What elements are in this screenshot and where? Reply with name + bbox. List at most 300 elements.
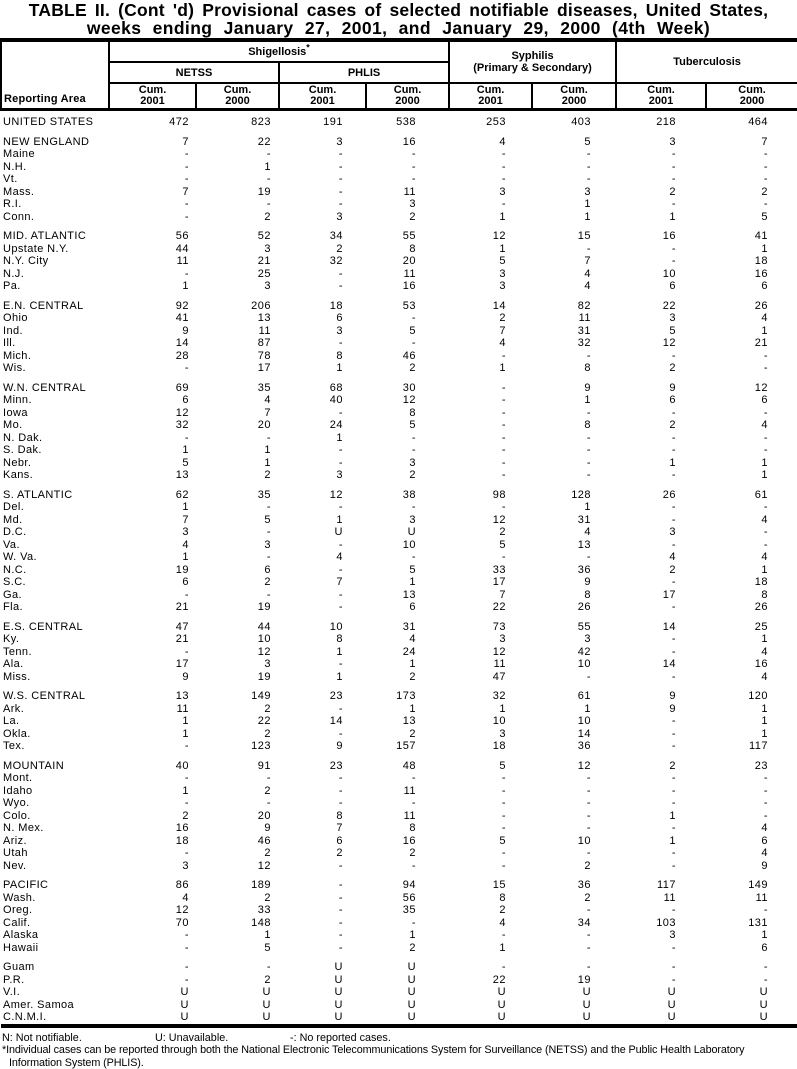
value-cell: - — [266, 198, 271, 210]
table-row — [1, 797, 797, 810]
spacer-row — [1, 872, 797, 879]
value-cell: 1 — [584, 394, 592, 406]
shigellosis-group-header — [109, 40, 449, 62]
value-cell: - — [763, 809, 769, 822]
value-cell: - — [411, 772, 417, 784]
value-cell: - — [338, 501, 343, 513]
table-row — [1, 337, 797, 350]
value-cell: - — [184, 267, 189, 280]
value-cell: U — [497, 986, 507, 998]
table-row — [1, 526, 797, 539]
value-cell: - — [671, 513, 677, 526]
legend-no-reported-cases: -: No reported cases. — [290, 1031, 391, 1044]
value-cell: U — [180, 998, 189, 1011]
value-cell: 12 — [329, 488, 343, 501]
value-cell: - — [671, 784, 677, 797]
value-cell: U — [667, 998, 677, 1011]
reporting-area-cell: N.Y. City — [3, 255, 49, 267]
value-cell: 253 — [486, 116, 507, 128]
value-cell: 42 — [577, 645, 592, 658]
value-cell: - — [501, 431, 507, 444]
table-row — [1, 879, 797, 892]
value-cell: 4 — [761, 551, 769, 563]
value-cell: 2 — [669, 759, 677, 772]
value-cell: 19 — [257, 601, 271, 613]
value-cell: 3 — [669, 929, 677, 941]
value-cell: 1 — [761, 563, 769, 576]
value-cell: 22 — [492, 601, 507, 613]
value-cell: U — [407, 1011, 417, 1023]
value-cell: - — [586, 456, 592, 469]
year-label: 2000 — [561, 95, 587, 107]
spacer-row — [1, 753, 797, 760]
value-cell: - — [338, 601, 343, 613]
value-cell: 538 — [396, 116, 417, 128]
value-cell: 22 — [257, 135, 271, 148]
value-cell: 4 — [761, 822, 769, 834]
value-cell: U — [667, 986, 677, 998]
value-cell: 11 — [403, 267, 417, 280]
reporting-area-cell: NEW ENGLAND — [3, 135, 90, 148]
value-cell: 4 — [761, 419, 769, 431]
reporting-area-cell: Ohio — [3, 312, 28, 324]
value-cell: - — [184, 588, 189, 601]
spacer-row — [1, 129, 797, 136]
value-cell: 7 — [182, 513, 189, 526]
value-cell: 2 — [584, 859, 592, 872]
reporting-area-cell: Alaska — [3, 929, 39, 941]
shigellosis-label: Shigellosis — [248, 45, 307, 58]
value-cell: 4 — [584, 280, 592, 292]
value-cell: 1 — [409, 658, 417, 670]
value-cell: - — [338, 916, 343, 929]
value-cell: - — [586, 670, 592, 683]
value-cell: 3 — [499, 727, 507, 740]
value-cell: 8 — [761, 588, 769, 601]
value-cell: 21 — [754, 337, 769, 349]
value-cell: 1 — [499, 242, 507, 255]
reporting-area-cell: Iowa — [3, 406, 28, 419]
value-cell: - — [338, 267, 343, 280]
value-cell: - — [763, 198, 769, 210]
table-row — [1, 860, 797, 873]
value-cell: - — [671, 406, 677, 419]
value-cell: 1 — [761, 456, 769, 469]
value-cell: 4 — [761, 847, 769, 859]
value-cell: 11 — [493, 658, 507, 670]
value-cell: 3 — [409, 456, 417, 469]
syphilis-label-line2: (Primary & Secondary) — [473, 62, 592, 74]
value-cell: 8 — [584, 419, 592, 431]
table-row — [1, 432, 797, 445]
table-row — [1, 703, 797, 716]
value-cell: 10 — [257, 633, 271, 645]
value-cell: U — [582, 1011, 592, 1023]
col-header-syphilis-cum-2000 — [532, 83, 616, 110]
value-cell: 68 — [329, 381, 343, 394]
value-cell: - — [184, 645, 189, 658]
value-cell: 16 — [754, 267, 769, 280]
reporting-area-cell: N. Mex. — [3, 822, 44, 834]
value-cell: U — [497, 998, 507, 1011]
reporting-area-cell: E.N. CENTRAL — [3, 299, 84, 312]
value-cell: 148 — [251, 916, 271, 929]
value-cell: U — [582, 998, 592, 1011]
value-cell: 12 — [257, 859, 271, 872]
table-row — [1, 589, 797, 602]
value-cell: 1 — [182, 501, 189, 513]
value-cell: 11 — [403, 185, 417, 198]
value-cell: - — [411, 173, 417, 185]
reporting-area-cell: Colo. — [3, 809, 31, 822]
value-cell: 3 — [336, 469, 343, 481]
value-cell: 5 — [761, 210, 769, 223]
table-body — [1, 110, 797, 1026]
reporting-area-cell: Nebr. — [3, 456, 32, 469]
value-cell: - — [338, 658, 343, 670]
value-cell: 4 — [182, 891, 189, 904]
table-row — [1, 148, 797, 161]
value-cell: - — [586, 847, 592, 859]
value-cell: 12 — [492, 513, 507, 526]
value-cell: - — [671, 973, 677, 986]
value-cell: - — [763, 526, 769, 538]
value-cell: 25 — [257, 267, 271, 280]
value-cell: - — [501, 847, 507, 859]
value-cell: - — [338, 784, 343, 797]
reporting-area-cell: Upstate N.Y. — [3, 242, 69, 255]
value-cell: 4 — [584, 267, 592, 280]
table-row — [1, 715, 797, 728]
value-cell: - — [338, 444, 343, 456]
value-cell: 34 — [329, 230, 343, 242]
value-cell: - — [671, 148, 677, 160]
value-cell: - — [671, 501, 677, 513]
value-cell: 18 — [329, 299, 343, 312]
value-cell: 4 — [669, 551, 677, 563]
value-cell: 3 — [409, 198, 417, 210]
value-cell: 3 — [264, 242, 271, 255]
value-cell: 218 — [656, 116, 677, 128]
value-cell: - — [338, 891, 343, 904]
table-row — [1, 325, 797, 338]
value-cell: 73 — [492, 620, 507, 633]
value-cell: 61 — [577, 690, 592, 702]
reporting-area-cell: Calif. — [3, 916, 31, 929]
value-cell: 14 — [175, 337, 189, 349]
value-cell: 1 — [409, 576, 417, 588]
reporting-area-cell: Ill. — [3, 337, 16, 349]
value-cell: 25 — [754, 620, 769, 633]
value-cell: 4 — [336, 551, 343, 563]
table-row — [1, 740, 797, 753]
value-cell: 26 — [577, 601, 592, 613]
value-cell: 35 — [257, 381, 271, 394]
value-cell: 8 — [336, 809, 343, 822]
table-row — [1, 671, 797, 684]
value-cell: 3 — [182, 859, 189, 872]
table-row — [1, 690, 797, 703]
value-cell: - — [338, 185, 343, 198]
value-cell: 98 — [492, 488, 507, 501]
value-cell: 91 — [257, 759, 271, 772]
value-cell: - — [411, 501, 417, 513]
reporting-area-cell: Guam — [3, 961, 35, 973]
value-cell: - — [763, 501, 769, 513]
value-cell: 17 — [662, 588, 677, 601]
year-label: 2001 — [478, 95, 503, 107]
value-cell: 1 — [182, 280, 189, 292]
reporting-area-cell: Maine — [3, 148, 35, 160]
spacer-row — [1, 375, 797, 382]
value-cell: 69 — [175, 381, 189, 394]
value-cell: 20 — [257, 809, 271, 822]
value-cell: - — [501, 822, 507, 834]
value-cell: 15 — [577, 230, 592, 242]
cum-label: Cum. — [223, 84, 252, 96]
reporting-area-cell: R.I. — [3, 198, 22, 210]
value-cell: 1 — [409, 929, 417, 941]
value-cell: 2 — [264, 973, 271, 986]
value-cell: - — [411, 859, 417, 872]
value-cell: 22 — [662, 299, 677, 312]
value-cell: 24 — [402, 645, 417, 658]
value-cell: 117 — [657, 879, 677, 891]
table-row — [1, 173, 797, 186]
value-cell: - — [338, 797, 343, 809]
value-cell: 16 — [402, 135, 417, 148]
value-cell: 9 — [761, 859, 769, 872]
value-cell: 1 — [669, 456, 677, 469]
value-cell: U — [667, 1011, 677, 1023]
value-cell: - — [338, 406, 343, 419]
value-cell: 6 — [761, 394, 769, 406]
col-header-phlis-cum-2001 — [279, 83, 366, 110]
spacer-row — [1, 614, 797, 621]
value-cell: 16 — [175, 822, 189, 834]
value-cell: 61 — [754, 488, 769, 501]
value-cell: 4 — [264, 394, 271, 406]
value-cell: 18 — [754, 255, 769, 267]
value-cell: - — [671, 847, 677, 859]
value-cell: 32 — [492, 690, 507, 702]
value-cell: 10 — [402, 538, 417, 551]
table-row — [1, 394, 797, 407]
value-cell: 1 — [499, 210, 507, 223]
value-cell: 8 — [336, 349, 343, 362]
value-cell: 13 — [175, 469, 189, 481]
value-cell: - — [338, 588, 343, 601]
reporting-area-cell: Fla. — [3, 601, 23, 613]
value-cell: 1 — [761, 324, 769, 337]
value-cell: 21 — [257, 255, 271, 267]
value-cell: 123 — [251, 740, 271, 752]
table-row — [1, 658, 797, 671]
value-cell: 2 — [264, 727, 271, 740]
value-cell: - — [266, 551, 271, 563]
value-cell: 46 — [402, 349, 417, 362]
value-cell: - — [671, 941, 677, 954]
value-cell: - — [501, 797, 507, 809]
value-cell: 1 — [264, 456, 271, 469]
reporting-area-cell: UNITED STATES — [3, 116, 94, 128]
year-label: 2000 — [395, 95, 420, 107]
value-cell: 23 — [754, 759, 769, 772]
value-cell: 16 — [754, 658, 769, 670]
reporting-area-cell: Nev. — [3, 859, 27, 872]
value-cell: U — [582, 986, 592, 998]
value-cell: 14 — [492, 299, 507, 312]
value-cell: 8 — [409, 406, 417, 419]
value-cell: 1 — [409, 702, 417, 715]
value-cell: 12 — [257, 645, 271, 658]
value-cell: - — [763, 362, 769, 374]
value-cell: 2 — [264, 702, 271, 715]
legend-not-notifiable: N: Not notifiable. — [2, 1031, 82, 1044]
table-row — [1, 601, 797, 614]
value-cell: 11 — [403, 784, 417, 797]
reporting-area-cell: Mich. — [3, 349, 32, 362]
value-cell: 23 — [329, 759, 343, 772]
value-cell: - — [501, 456, 507, 469]
col-header-syphilis-cum-2001 — [449, 83, 532, 110]
table-row — [1, 986, 797, 999]
value-cell: - — [338, 337, 343, 349]
value-cell: 191 — [323, 116, 343, 128]
value-cell: 22 — [257, 715, 271, 727]
table-row — [1, 382, 797, 395]
header-row-groups — [1, 40, 797, 62]
value-cell: 3 — [499, 185, 507, 198]
value-cell: 17 — [257, 362, 271, 374]
table-row — [1, 810, 797, 823]
value-cell: 7 — [499, 324, 507, 337]
value-cell: - — [671, 431, 677, 444]
value-cell: - — [671, 469, 677, 481]
value-cell: 4 — [499, 916, 507, 929]
value-cell: - — [763, 973, 769, 986]
value-cell: - — [671, 198, 677, 210]
value-cell: 1 — [499, 702, 507, 715]
value-cell: 3 — [499, 267, 507, 280]
value-cell: - — [338, 538, 343, 551]
value-cell: - — [501, 784, 507, 797]
value-cell: - — [586, 809, 592, 822]
table-row — [1, 728, 797, 741]
value-cell: 9 — [669, 690, 677, 702]
spacer-cell — [1, 753, 797, 760]
value-cell: 2 — [584, 891, 592, 904]
value-cell: 21 — [175, 601, 189, 613]
reporting-area-cell: Miss. — [3, 670, 31, 683]
table-row — [1, 457, 797, 470]
reporting-area-cell: PACIFIC — [3, 879, 49, 891]
value-cell: 6 — [409, 601, 417, 613]
reporting-area-cell: W.N. CENTRAL — [3, 381, 87, 394]
value-cell: U — [759, 998, 769, 1011]
value-cell: - — [501, 444, 507, 456]
value-cell: 48 — [402, 759, 417, 772]
table-row — [1, 362, 797, 375]
value-cell: 11 — [578, 312, 592, 324]
value-cell: 33 — [257, 904, 271, 916]
reporting-area-cell: MID. ATLANTIC — [3, 230, 87, 242]
value-cell: U — [407, 526, 417, 538]
value-cell: 5 — [182, 456, 189, 469]
reporting-area-cell: W. Va. — [3, 551, 37, 563]
value-cell: 14 — [329, 715, 343, 727]
table-row — [1, 312, 797, 325]
value-cell: 189 — [251, 879, 271, 891]
table-row — [1, 646, 797, 659]
value-cell: - — [763, 961, 769, 973]
col-header-tb-cum-2000 — [706, 83, 797, 110]
value-cell: - — [184, 847, 189, 859]
value-cell: - — [763, 538, 769, 551]
value-cell: 1 — [761, 929, 769, 941]
value-cell: - — [266, 526, 271, 538]
value-cell: - — [671, 645, 677, 658]
value-cell: 464 — [748, 116, 769, 128]
table-row — [1, 136, 797, 149]
value-cell: - — [184, 929, 189, 941]
value-cell: 5 — [264, 941, 271, 954]
value-cell: - — [586, 784, 592, 797]
reporting-area-cell: Minn. — [3, 394, 32, 406]
value-cell: - — [586, 469, 592, 481]
table-row — [1, 211, 797, 224]
value-cell: 23 — [329, 690, 343, 702]
table-row — [1, 514, 797, 527]
value-cell: 157 — [396, 740, 417, 752]
value-cell: - — [184, 740, 189, 752]
value-cell: 10 — [577, 658, 592, 670]
value-cell: - — [184, 797, 189, 809]
value-cell: 9 — [182, 670, 189, 683]
value-cell: 2 — [264, 891, 271, 904]
value-cell: 3 — [669, 526, 677, 538]
table-row — [1, 419, 797, 432]
value-cell: 1 — [182, 784, 189, 797]
value-cell: 2 — [669, 185, 677, 198]
value-cell: 30 — [402, 381, 417, 394]
value-cell: 5 — [499, 538, 507, 551]
value-cell: U — [759, 1011, 769, 1023]
value-cell: - — [501, 381, 507, 394]
reporting-area-cell: Hawaii — [3, 941, 39, 954]
value-cell: U — [180, 1011, 189, 1023]
value-cell: 35 — [402, 904, 417, 916]
value-cell: 1 — [264, 929, 271, 941]
value-cell: 5 — [409, 563, 417, 576]
value-cell: U — [759, 986, 769, 998]
value-cell: - — [586, 173, 592, 185]
value-cell: - — [411, 337, 417, 349]
year-label: 2001 — [140, 95, 165, 107]
table-row — [1, 268, 797, 281]
value-cell: 1 — [264, 444, 271, 456]
value-cell: 14 — [577, 727, 592, 740]
value-cell: - — [338, 148, 343, 160]
value-cell: 7 — [264, 406, 271, 419]
value-cell: 4 — [409, 633, 417, 645]
value-cell: - — [501, 419, 507, 431]
value-cell: 31 — [402, 620, 417, 633]
value-cell: 18 — [175, 834, 189, 847]
value-cell: 26 — [754, 601, 769, 613]
value-cell: 44 — [175, 242, 189, 255]
value-cell: 9 — [669, 381, 677, 394]
